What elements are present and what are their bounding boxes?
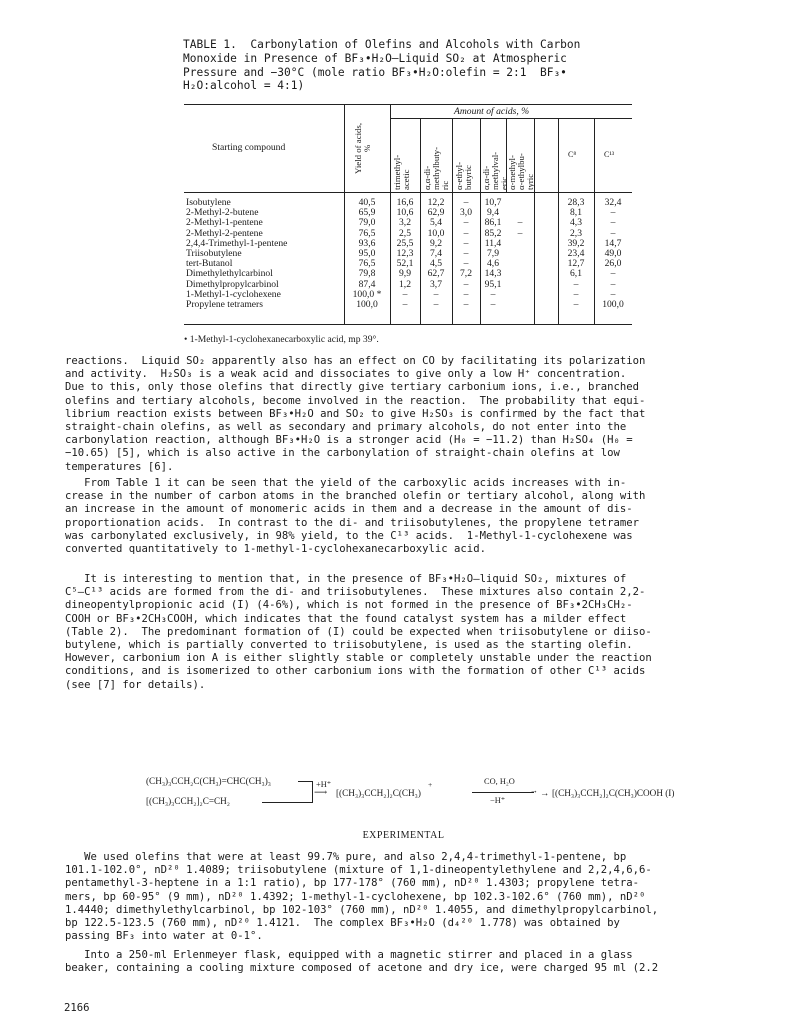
scheme-reagents-top: CO, H₂O xyxy=(484,777,515,786)
table-cell-yield: 79,8 xyxy=(358,268,376,280)
table-cell: 12,3 xyxy=(396,248,414,259)
table-cell: – xyxy=(463,278,469,290)
table-cell: 32,4 xyxy=(604,197,622,208)
header-acid-5: α-methyl- α-ethylbu- tyric xyxy=(507,153,535,190)
table-cell: 9,9 xyxy=(399,268,411,280)
table-cell: – xyxy=(402,299,408,310)
table-cell: – xyxy=(610,217,616,229)
paragraph-2: From Table 1 it can be seen that the yield of the carboxylic acids increases with in- crease in the number of carbon atoms in the branched olefin or tertiary alcohol, along with an increase in the amount of monomeric acids in them and a decrease in the amount of dis- proportionation acids. In contrast to the di- and triisobutylenes, the propylene tetramer was carbonylated exclusively, in 98% yield, to the C¹³ acids. 1-Methyl-1-cyclohexene was converted quantitatively to 1-methyl-1-cyclohexanecarboxylic acid. xyxy=(65,477,646,556)
table-cell: 7,2 xyxy=(460,268,472,280)
paragraph-1: reactions. Liquid SO₂ apparently also has an effect on CO by facilitating its polarization and activity. H₂SO₃ is a weak acid and dissociates to give only a low H⁺ concentration. Due to this, only those olefins that directly give tertiary carbonium ions, i.e., branched olefins and tertiary alcohols, become involved in the reaction. The probability that equi- librium reaction exists between BF₃•H₂O and SO₂ to give H₂SO₃ is confirmed by the fact that straight-chain olefins, as well as secondary and primary alcohols, do not enter into the carbonylation reaction, although BF₃•H₂O is a stronger acid (H₀ = −11.2) than H₂SO₄ (H₀ = −10.65) [5], which is also active in the carbonylation of straight-chain olefins at low temperatures [6]. xyxy=(65,355,646,473)
page-number: 2166 xyxy=(64,1002,90,1014)
table-cell-yield: 93,6 xyxy=(358,237,376,249)
scheme-cation-charge: + xyxy=(428,780,433,789)
table-cell: 62,9 xyxy=(427,207,445,219)
table-cell: – xyxy=(573,299,579,310)
table-cell: 52,1 xyxy=(396,258,414,270)
table-cell: – xyxy=(463,299,469,310)
table-cell: 4,5 xyxy=(430,258,442,270)
amount-header-rule xyxy=(390,118,632,119)
table-cell: – xyxy=(610,288,616,300)
scheme-bracket xyxy=(298,781,312,782)
col-rule xyxy=(558,118,559,324)
scheme-arrow-1: ⟶ xyxy=(314,787,328,797)
table-cell: 1,2 xyxy=(399,278,411,290)
table-row-name: 1-Methyl-1-cyclohexene xyxy=(186,288,281,300)
table-cell: 2,5 xyxy=(399,227,411,239)
scheme-bracket xyxy=(262,802,312,803)
table-cell: – xyxy=(463,227,469,239)
paragraph-3: It is interesting to mention that, in the presence of BF₃•H₂O–liquid SO₂, mixtures of C⁵–C¹³ acids are formed from the di- and triisobutylenes. These mixtures also contain 2,2- dineopentylpropionic acid (I) (4-6%), which is not formed in the presence of BF₃•2CH₃CH₂- COOH or BF₃•2CH₃COOH, which indicates that the found catalyst system has a milder effect (Table 2). The predominant formation of (I) could be expected when triisobutylene or diiso- butylene, which is partially converted to triisobutylene, is used as the starting olefin. However, carbonium ion A is either slightly stable or completely unstable under the reaction conditions, and is isomerized to other carbonium ions with the formation of other C¹³ acids (see [7] for details). xyxy=(65,573,652,691)
table-row-name: Triisobutylene xyxy=(186,248,242,259)
col-rule xyxy=(344,104,345,324)
scheme-cation: [(CH₃)₃CCH₂]₂C(CH₃) xyxy=(336,788,421,798)
table-cell: – xyxy=(517,227,523,239)
table-cell: 5,4 xyxy=(430,217,442,229)
table-cell: 3,2 xyxy=(399,217,411,229)
table-cell: – xyxy=(610,278,616,290)
table-cell: 10,6 xyxy=(396,207,414,219)
table-cell: – xyxy=(463,217,469,229)
table-cell: – xyxy=(402,288,408,300)
table-cell: – xyxy=(463,258,469,270)
table-cell: 12,2 xyxy=(427,197,445,208)
table-cell: – xyxy=(610,227,616,239)
table-cell: – xyxy=(573,278,579,290)
table-row-name: 2-Methyl-2-pentene xyxy=(186,227,263,239)
table-cell-yield: 87,4 xyxy=(358,278,376,290)
table-footnote: • 1-Methyl-1-cyclohexanecarboxylic acid, mp 39°. xyxy=(184,334,379,345)
table-cell: 3,0 xyxy=(460,207,472,219)
table-cell: – xyxy=(517,217,523,229)
header-starting-compound: Starting compound xyxy=(212,142,286,153)
table-header-rule xyxy=(184,192,632,193)
table-cell: – xyxy=(463,237,469,249)
scheme-arrow-head: → xyxy=(530,786,538,795)
table-top-rule xyxy=(184,104,632,105)
table-cell: – xyxy=(573,288,579,300)
header-acid-c8: C⁸ xyxy=(568,150,577,159)
table-cell: – xyxy=(463,197,469,208)
table-cell: 9,4 xyxy=(487,207,499,219)
table-cell: 14,7 xyxy=(604,237,622,249)
header-acid-4: α,α-di- methylval- eric xyxy=(481,151,509,190)
table-cell: – xyxy=(463,288,469,300)
table-cell-yield: 79,0 xyxy=(358,217,376,229)
col-rule xyxy=(594,118,595,324)
scheme-h-plus: +H⁺ xyxy=(316,780,332,789)
table-cell: 85,2 xyxy=(484,227,502,239)
table-cell: – xyxy=(433,299,439,310)
table-row-name: Dimethylethylcarbinol xyxy=(186,268,273,280)
table-caption: TABLE 1. Carbonylation of Olefins and Alcohols with Carbon Monoxide in Presence of BF₃•H₂O–Liquid SO₂ at Atmospheric Pressure and −30°C (mole ratio BF₃•H₂O:olefin = 2:1 BF₃• H₂O:alcohol = 4:1) xyxy=(183,38,581,93)
scheme-bracket xyxy=(312,781,313,803)
table-cell: – xyxy=(490,288,496,300)
table-cell-yield: 95,0 xyxy=(358,248,376,259)
scheme-arrow-2 xyxy=(472,792,534,793)
table-cell-yield: 40,5 xyxy=(358,197,376,208)
table-cell: 8,1 xyxy=(570,207,582,219)
scheme-product: [(CH₃)₃CCH₂]₂C(CH₃)COOH (I) xyxy=(552,788,675,798)
table-row-name: Dimethylpropylcarbinol xyxy=(186,278,279,290)
scheme-olefin-1: (CH₃)₃CCH₂C(CH₃)=CHC(CH₃)₃ xyxy=(146,776,271,786)
table-cell: 14,3 xyxy=(484,268,502,280)
table-cell: – xyxy=(490,299,496,310)
table-cell: 62,7 xyxy=(427,268,445,280)
table-row-name: Isobutylene xyxy=(186,197,231,208)
table-row-name: 2-Methyl-1-pentene xyxy=(186,217,263,229)
table-row-name: Propylene tetramers xyxy=(186,299,263,310)
table-cell-yield: 100,0 xyxy=(356,299,378,310)
header-acid-1: trimethyl- acetic xyxy=(392,154,411,190)
header-acid-c13: C¹³ xyxy=(604,150,615,159)
table-cell: 9,2 xyxy=(430,237,442,249)
table-cell: 28,3 xyxy=(567,197,585,208)
table-bottom-rule xyxy=(184,324,632,325)
table-cell: 25,5 xyxy=(396,237,414,249)
table-cell: 11,4 xyxy=(484,237,502,249)
table-cell: 10,7 xyxy=(484,197,502,208)
table-cell-yield: 76,5 xyxy=(358,258,376,270)
table-cell: 4,6 xyxy=(487,258,499,270)
table-cell: 4,3 xyxy=(570,217,582,229)
scheme-olefin-2: [(CH₃)₃CCH₂]₂C=CH₂ xyxy=(146,796,230,806)
table-cell: 16,6 xyxy=(396,197,414,208)
table-cell-yield: 100,0 * xyxy=(352,288,382,300)
header-acid-2: α,α-di- methylbuty- ric xyxy=(422,146,450,190)
paragraph-5: Into a 250-ml Erlenmeyer flask, equipped with a magnetic stirrer and placed in a glass beaker, containing a cooling mixture composed of acetone and dry ice, were charged 95 ml (2.2 xyxy=(65,949,659,975)
table-1 xyxy=(184,104,632,324)
header-amount: Amount of acids, % xyxy=(454,106,530,117)
table-row-name: 2,4,4-Trimethyl-1-pentene xyxy=(186,237,288,249)
table-cell: 2,3 xyxy=(570,227,582,239)
table-cell: 6,1 xyxy=(570,268,582,280)
scheme-reagents-bottom: −H⁺ xyxy=(490,796,506,805)
table-cell-yield: 65,9 xyxy=(358,207,376,219)
table-cell: 23,4 xyxy=(567,248,585,259)
table-cell: 7,4 xyxy=(430,248,442,259)
table-cell: 10,0 xyxy=(427,227,445,239)
paragraph-4: We used olefins that were at least 99.7% pure, and also 2,4,4-trimethyl-1-pentene, bp 101.1-102.0°, nD²⁰ 1.4089; triisobutylene (mixture of 1,1-dineopentylethylene and 2,2,4,6,6- pentamethyl-3-heptene in a 1:1 ratio), bp 177-178° (760 mm), nD²⁰ 1.4303; propylene tetra- mers, bp 60-95° (9 mm), nD²⁰ 1.4392; 1-methyl-1-cyclohexene, bp 102.3-102.6° (760 mm), nD²⁰ 1.4440; dimethylethylcarbinol, bp 102-103° (760 mm), nD²⁰ 1.4055, and dimethylpropylcarbinol, bp 122.5-123.5 (760 mm), nD²⁰ 1.4121. The complex BF₃•H₂O (d₄²⁰ 1.778) was obtained by passing BF₃ into water at 0-1°. xyxy=(65,851,659,943)
table-cell: 49,0 xyxy=(604,248,622,259)
table-cell: 86,1 xyxy=(484,217,502,229)
scheme-arrow-3: → xyxy=(540,788,550,798)
table-cell: 39,2 xyxy=(567,237,585,249)
table-cell: 3,7 xyxy=(430,278,442,290)
table-cell-yield: 76,5 xyxy=(358,227,376,239)
table-cell: 7,9 xyxy=(487,248,499,259)
experimental-heading: EXPERIMENTAL xyxy=(362,830,445,841)
table-cell: – xyxy=(433,288,439,300)
table-cell: 95,1 xyxy=(484,278,502,290)
table-row-name: tert-Butanol xyxy=(186,258,233,270)
header-yield: Yield of acids, % xyxy=(353,122,372,174)
table-cell: 26,0 xyxy=(604,258,622,270)
table-cell: – xyxy=(610,207,616,219)
table-cell: – xyxy=(610,268,616,280)
table-cell: – xyxy=(463,248,469,259)
table-cell: 100,0 xyxy=(602,299,624,310)
table-row-name: 2-Methyl-2-butene xyxy=(186,207,259,219)
table-cell: 12,7 xyxy=(567,258,585,270)
header-acid-3: α-ethyl- butyric xyxy=(454,161,473,190)
